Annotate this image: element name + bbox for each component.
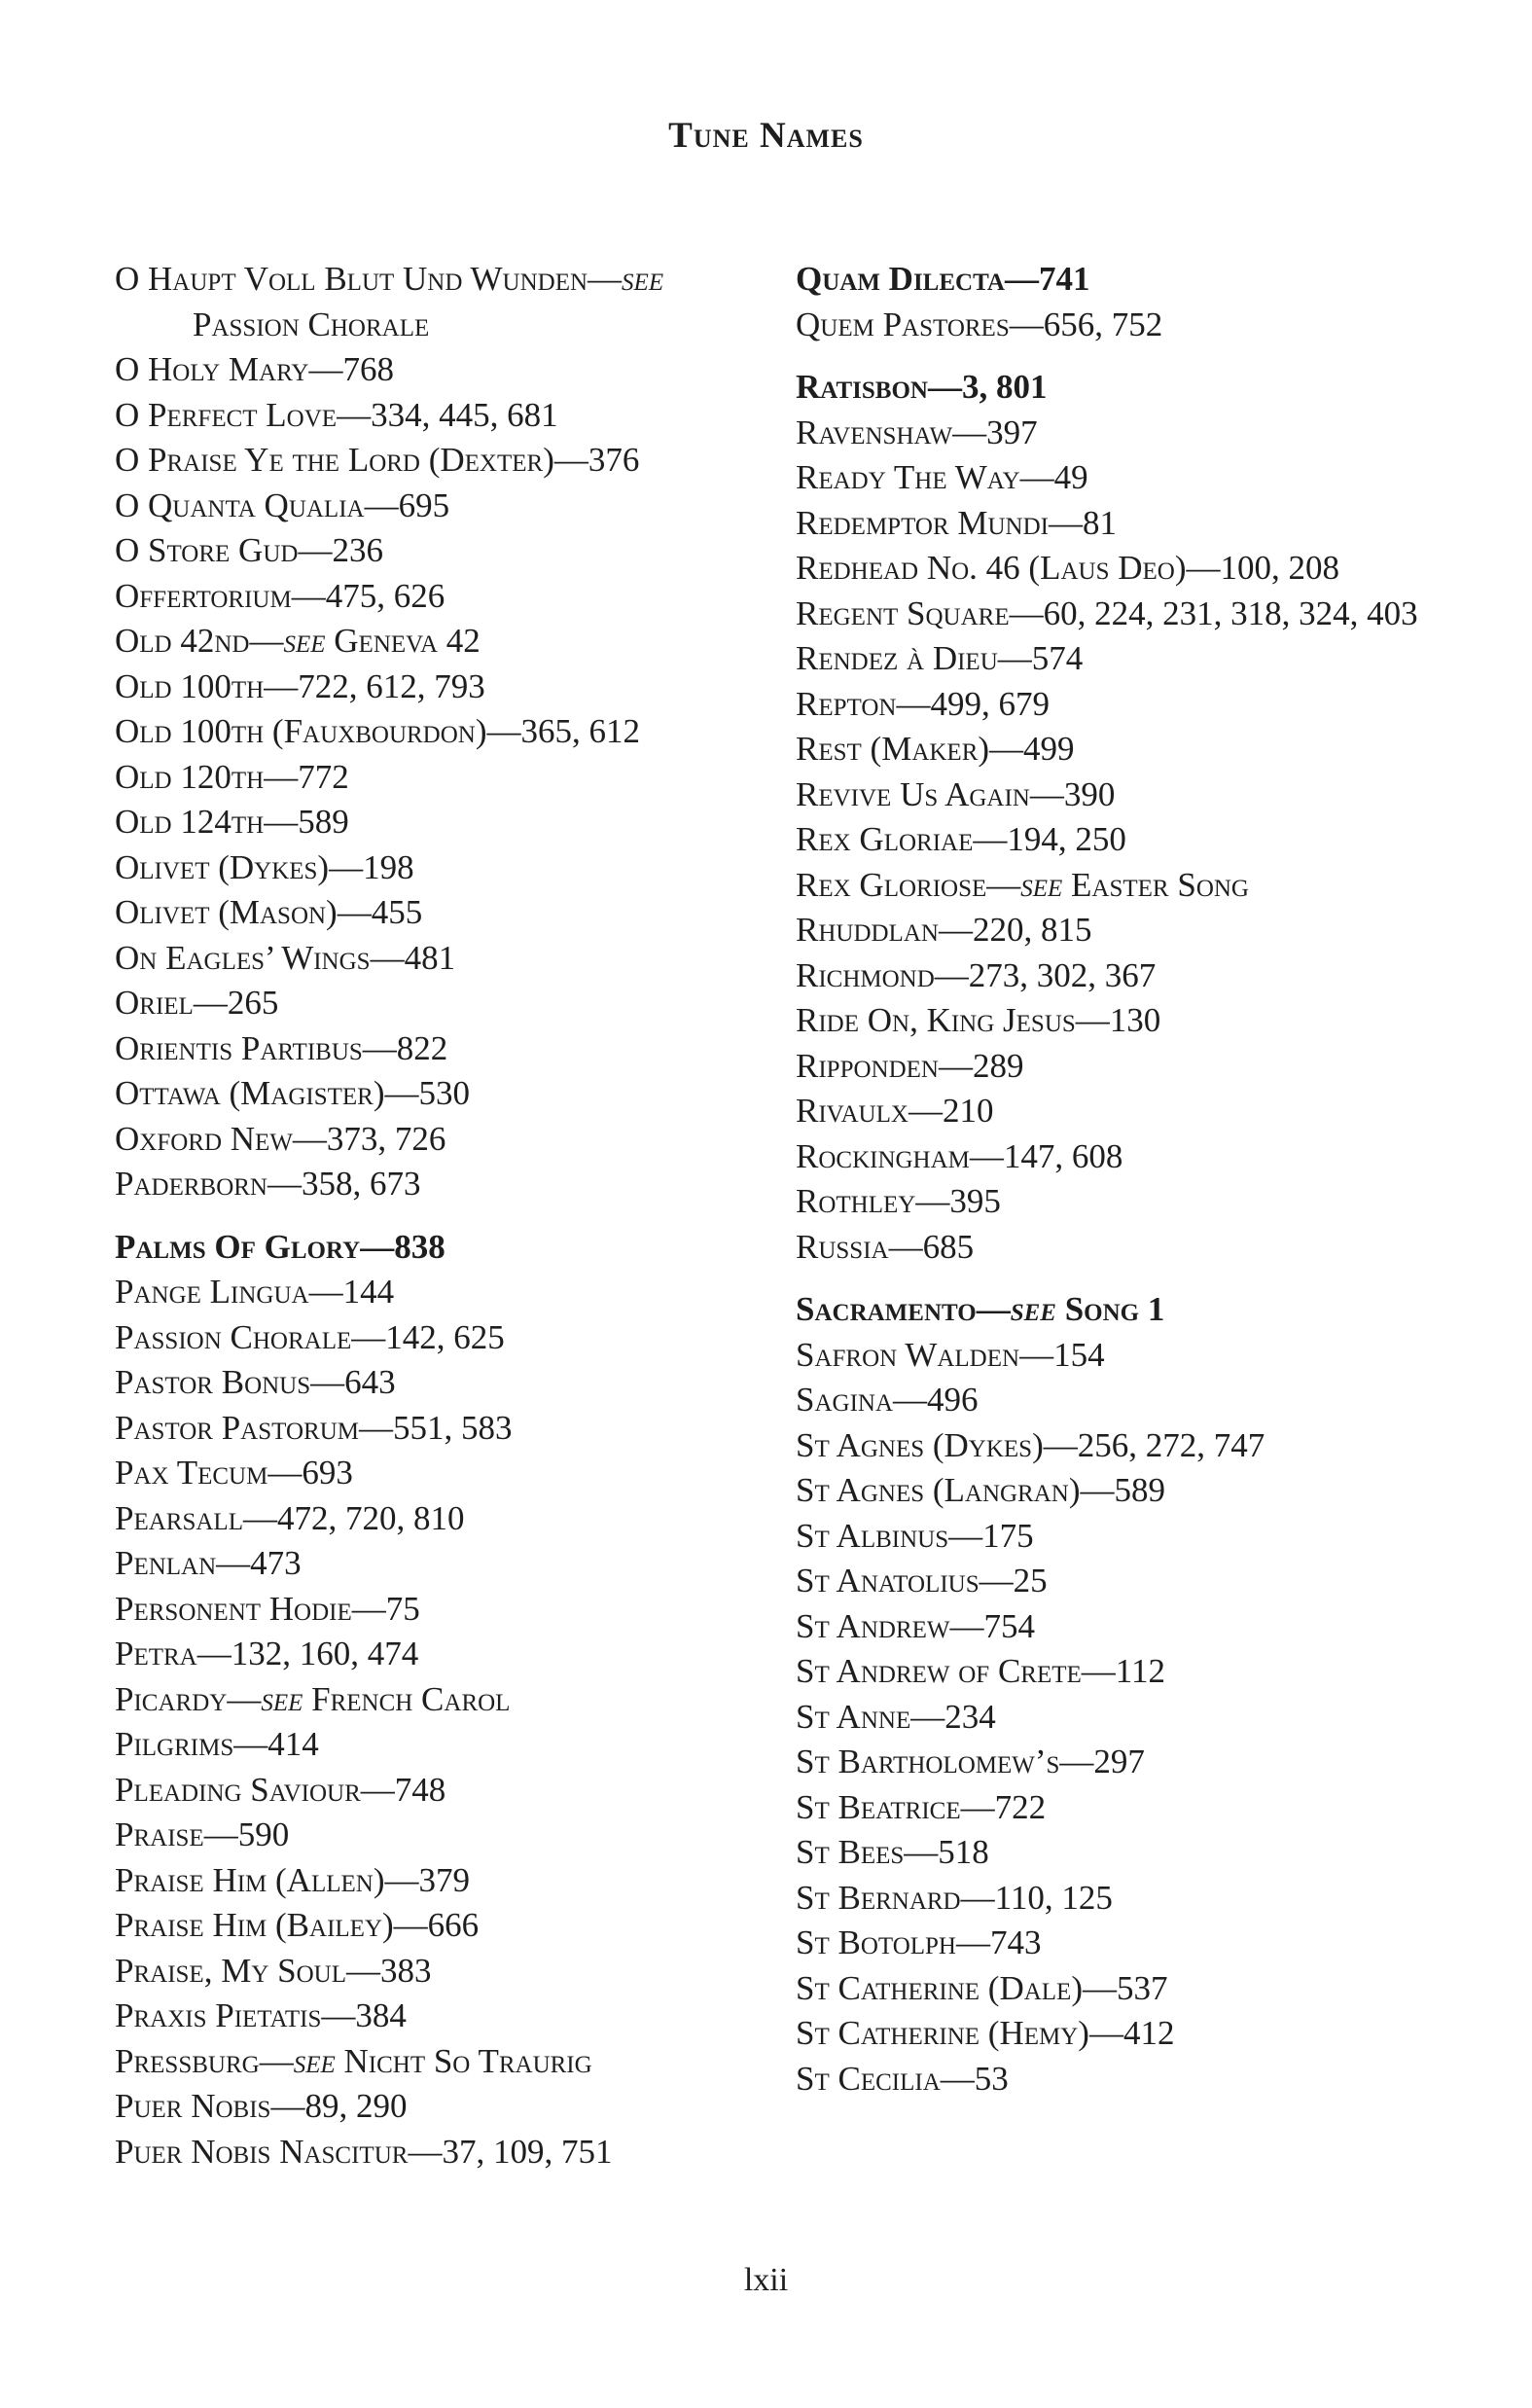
- tune-name: Penlan: [115, 1544, 217, 1582]
- tune-name: Pilgrims: [115, 1725, 234, 1763]
- page-number: lxii: [743, 2262, 789, 2298]
- index-entry: Quem Pastores—656, 752: [796, 305, 1163, 343]
- hymn-numbers: 142, 625: [385, 1317, 505, 1356]
- index-entry: Pastor Bonus—643: [115, 1363, 396, 1401]
- tune-name: Palms Of Glory: [115, 1227, 361, 1266]
- index-entry: Passion Chorale—142, 625: [115, 1317, 505, 1356]
- hymn-numbers: 144: [342, 1273, 395, 1311]
- index-entry: Petra—132, 160, 474: [115, 1635, 419, 1672]
- index-entry: Ready The Way—49: [796, 458, 1088, 496]
- index-entry: O Store Gud—236: [115, 531, 383, 569]
- cross-reference: Geneva 42: [334, 622, 481, 660]
- index-entry: St Agnes (Langran)—589: [796, 1471, 1165, 1509]
- tune-name: Old 100th (Fauxbourdon): [115, 712, 487, 750]
- hymn-numbers: 220, 815: [972, 911, 1092, 949]
- index-entry: Oriel—265: [115, 984, 279, 1022]
- hymn-numbers: 455: [371, 893, 423, 931]
- index-entry: St Andrew—754: [796, 1606, 1035, 1645]
- tune-name: Richmond: [796, 955, 935, 994]
- hymn-numbers: 414: [267, 1725, 319, 1763]
- hymn-numbers: 334, 445, 681: [371, 395, 558, 434]
- index-entry: Pressburg—see Nicht So Traurig: [115, 2041, 592, 2080]
- hymn-numbers: 37, 109, 751: [442, 2132, 613, 2171]
- tune-name: Sacramento: [796, 1290, 977, 1328]
- index-entry: Old 100th—722, 612, 793: [115, 666, 485, 705]
- hymn-numbers: 289: [972, 1046, 1024, 1085]
- index-entry: Oxford New—373, 726: [115, 1119, 446, 1158]
- see-reference-label: see: [1020, 865, 1063, 904]
- tune-name: O Store Gud: [115, 531, 299, 569]
- hymn-numbers: 722: [994, 1787, 1047, 1826]
- tune-name: Revive Us Again: [796, 774, 1030, 813]
- tune-name: Rendez à Dieu: [796, 639, 998, 677]
- hymn-numbers: 741: [1038, 260, 1090, 298]
- tune-name: Ready The Way: [796, 458, 1020, 496]
- index-entry: Rivaulx—210: [796, 1092, 994, 1130]
- tune-name: Passion Chorale: [115, 1317, 352, 1356]
- hymn-numbers: 297: [1093, 1743, 1145, 1780]
- tune-name: Pastor Pastorum: [115, 1408, 359, 1447]
- tune-name: Rex Gloriae: [796, 820, 974, 858]
- tune-name: Old 100th: [115, 666, 265, 705]
- hymn-numbers: 53: [974, 2059, 1009, 2098]
- hymn-numbers: 75: [385, 1589, 420, 1628]
- cross-reference: Easter Song: [1071, 865, 1249, 904]
- hymn-numbers: 100, 208: [1220, 549, 1339, 587]
- tune-name: O Perfect Love: [115, 395, 338, 434]
- tune-name: Praise Him (Bailey): [115, 1906, 394, 1944]
- tune-name: Repton: [796, 684, 897, 723]
- hymn-numbers: 472, 720, 810: [276, 1498, 465, 1537]
- tune-name: Sagina: [796, 1381, 894, 1419]
- tune-name: Pastor Bonus: [115, 1363, 311, 1401]
- index-entry: Pax Tecum—693: [115, 1454, 353, 1492]
- hymn-numbers: 198: [363, 847, 414, 886]
- tune-name: St Catherine (Hemy): [796, 2014, 1089, 2052]
- index-entry: Old 42nd—see Geneva 42: [115, 622, 481, 660]
- index-entry: St Botolph—743: [796, 1923, 1042, 1961]
- tune-name: O Quanta Qualia: [115, 485, 365, 524]
- hymn-numbers: 499: [1023, 730, 1075, 768]
- index-column-left: [115, 257, 776, 2174]
- hymn-numbers: 496: [927, 1381, 979, 1419]
- index-entry: Pearsall—472, 720, 810: [115, 1498, 465, 1537]
- index-entry: Richmond—273, 302, 367: [796, 955, 1157, 994]
- tune-name: St Beatrice: [796, 1787, 961, 1826]
- tune-name: St Anatolius: [796, 1562, 980, 1599]
- index-entry: St Anatolius—25: [796, 1562, 1048, 1599]
- index-entry: St Catherine (Hemy)—412: [796, 2014, 1175, 2052]
- index-entry: Sacramento—see Song 1: [796, 1290, 1165, 1328]
- tune-name: Ravenshaw: [796, 413, 953, 451]
- hymn-numbers: 574: [1031, 639, 1084, 677]
- hymn-numbers: 499, 679: [930, 684, 1050, 723]
- see-reference-label: see: [293, 2041, 336, 2080]
- tune-name: St Cecilia: [796, 2059, 941, 2098]
- index-entry: Old 100th (Fauxbourdon)—365, 612: [115, 712, 640, 750]
- index-entry: Quam Dilecta—741: [796, 260, 1090, 298]
- tune-name: Rex Gloriose: [796, 865, 987, 904]
- see-reference-label: see: [283, 622, 326, 660]
- tune-name: Olivet (Dykes): [115, 847, 330, 886]
- tune-name: St Agnes (Langran): [796, 1471, 1081, 1509]
- hymn-numbers: 234: [944, 1697, 996, 1736]
- tune-name: St Anne: [796, 1697, 911, 1736]
- tune-name: Redhead No. 46 (Laus Deo): [796, 549, 1187, 587]
- hymn-numbers: 130: [1109, 1001, 1161, 1039]
- index-entry: Ottawa (Magister)—530: [115, 1074, 470, 1112]
- hymn-numbers: 772: [298, 757, 349, 796]
- hymn-numbers: 748: [394, 1770, 446, 1809]
- index-entry: Olivet (Mason)—455: [115, 893, 423, 931]
- hymn-numbers: 395: [949, 1182, 1001, 1220]
- index-entry: Penlan—473: [115, 1544, 302, 1582]
- tune-name: Praise, My Soul: [115, 1951, 346, 1990]
- hymn-numbers: 768: [342, 350, 394, 388]
- index-entry: St Andrew of Crete—112: [796, 1652, 1165, 1690]
- tune-name: St Andrew: [796, 1606, 950, 1645]
- index-entry: Praise—590: [115, 1815, 290, 1853]
- tune-name: Ripponden: [796, 1046, 939, 1085]
- hymn-numbers: 358, 673: [301, 1165, 421, 1203]
- tune-name: Pange Lingua: [115, 1273, 309, 1311]
- tune-name: Regent Square: [796, 593, 1010, 632]
- tune-name: Old 124th: [115, 803, 265, 841]
- hymn-numbers: 112: [1115, 1652, 1165, 1690]
- hymn-numbers: 481: [404, 938, 456, 977]
- cross-reference: French Carol: [311, 1679, 511, 1718]
- hymn-numbers: 175: [982, 1516, 1034, 1555]
- tune-name: O Haupt Voll Blut Und Wunden: [115, 260, 588, 298]
- index-entry: Old 120th—772: [115, 757, 349, 796]
- index-entry: St Beatrice—722: [796, 1787, 1047, 1826]
- index-entry: Praise Him (Bailey)—666: [115, 1906, 480, 1944]
- hymn-numbers: 154: [1053, 1335, 1105, 1374]
- tune-name: Pearsall: [115, 1498, 243, 1537]
- index-entry: Pastor Pastorum—551, 583: [115, 1408, 513, 1447]
- hymn-numbers: 147, 608: [1003, 1136, 1123, 1175]
- index-entry: O Perfect Love—334, 445, 681: [115, 395, 558, 434]
- tune-name: Praise: [115, 1815, 204, 1853]
- hymn-numbers: 589: [1114, 1471, 1165, 1509]
- index-entry: O Praise Ye the Lord (Dexter)—376: [115, 441, 640, 479]
- index-entry: Ratisbon—3, 801: [796, 368, 1048, 406]
- index-entry: St Agnes (Dykes)—256, 272, 747: [796, 1425, 1265, 1464]
- tune-name: On Eagles’ Wings: [115, 938, 371, 977]
- index-entry: Offertorium—475, 626: [115, 576, 445, 615]
- hymn-numbers: 379: [418, 1860, 470, 1899]
- tune-name: Old 42nd: [115, 622, 250, 660]
- index-entry: Rhuddlan—220, 815: [796, 911, 1092, 949]
- hymn-numbers: 110, 125: [994, 1878, 1113, 1917]
- index-entry: Ride On, King Jesus—130: [796, 1001, 1161, 1039]
- hymn-numbers: 643: [344, 1363, 396, 1401]
- tune-name: St Bees: [796, 1833, 905, 1871]
- tune-name: Oxford New: [115, 1119, 293, 1158]
- hymn-numbers: 754: [983, 1606, 1035, 1645]
- hymn-numbers: 838: [394, 1227, 445, 1266]
- hymn-numbers: 722, 612, 793: [298, 666, 485, 705]
- index-entry: Redemptor Mundi—81: [796, 503, 1117, 542]
- index-entry: Old 124th—589: [115, 803, 349, 841]
- tune-name: Pleading Saviour: [115, 1770, 361, 1809]
- index-column-right: [796, 257, 1477, 2102]
- hymn-numbers: 25: [1013, 1562, 1048, 1599]
- hymn-numbers: 412: [1122, 2014, 1175, 2052]
- tune-name: Ratisbon: [796, 368, 928, 406]
- hymn-numbers: 475, 626: [325, 576, 445, 615]
- hymn-numbers: 589: [298, 803, 349, 841]
- tune-name: Puer Nobis: [115, 2087, 271, 2125]
- tune-name: Picardy: [115, 1679, 228, 1718]
- index-entry: Rex Gloriae—194, 250: [796, 820, 1126, 858]
- index-entry: Rockingham—147, 608: [796, 1136, 1123, 1175]
- hymn-numbers: 473: [250, 1544, 302, 1582]
- tune-name: Petra: [115, 1635, 197, 1672]
- page-title: Tune Names: [668, 116, 864, 156]
- index-entry: Praxis Pietatis—384: [115, 1996, 407, 2034]
- see-reference-label: see: [261, 1679, 303, 1718]
- hymn-numbers: 685: [922, 1227, 975, 1266]
- cross-reference: Song 1: [1064, 1290, 1165, 1328]
- index-entry: Rendez à Dieu—574: [796, 639, 1084, 677]
- hymn-numbers: 666: [427, 1906, 480, 1944]
- hymn-numbers: 376: [588, 441, 640, 479]
- hymn-numbers: 273, 302, 367: [968, 955, 1157, 994]
- index-entry: St Anne—234: [796, 1697, 996, 1736]
- hymn-numbers: 256, 272, 747: [1077, 1425, 1265, 1464]
- index-entry: Puer Nobis—89, 290: [115, 2087, 408, 2125]
- cross-reference: Nicht So Traurig: [343, 2041, 592, 2080]
- index-entry: St Cecilia—53: [796, 2059, 1009, 2098]
- index-entry: Ravenshaw—397: [796, 413, 1038, 451]
- tune-name: Russia: [796, 1227, 889, 1266]
- index-entry: Pilgrims—414: [115, 1725, 319, 1763]
- index-entry: Paderborn—358, 673: [115, 1165, 421, 1203]
- index-entry: Sagina—496: [796, 1381, 979, 1419]
- tune-name: Quam Dilecta: [796, 260, 1005, 298]
- hymn-numbers: 373, 726: [326, 1119, 446, 1158]
- index-entry: Rothley—395: [796, 1182, 1001, 1220]
- tune-name: Rockingham: [796, 1136, 970, 1175]
- tune-name: Safron Walden: [796, 1335, 1020, 1374]
- tune-name: St Bartholomew’s: [796, 1743, 1060, 1780]
- hymn-numbers: 397: [986, 413, 1038, 451]
- see-reference-label: see: [622, 260, 664, 298]
- hymn-numbers: 695: [398, 485, 450, 524]
- index-entry: St Bees—518: [796, 1833, 989, 1871]
- tune-name: Ride On, King Jesus: [796, 1001, 1076, 1039]
- hymn-numbers: 49: [1053, 458, 1088, 496]
- tune-name: Olivet (Mason): [115, 893, 338, 931]
- index-entry: O Haupt Voll Blut Und Wunden—see Passion Chorale: [115, 260, 664, 343]
- tune-name: Paderborn: [115, 1165, 267, 1203]
- tune-name: St Bernard: [796, 1878, 961, 1917]
- index-entry: Palms Of Glory—838: [115, 1227, 445, 1266]
- tune-name: Puer Nobis Nascitur: [115, 2132, 409, 2171]
- tune-name: Old 120th: [115, 757, 265, 796]
- hymn-numbers: 743: [990, 1923, 1042, 1961]
- index-entry: O Quanta Qualia—695: [115, 485, 450, 524]
- index-entry: Pange Lingua—144: [115, 1273, 395, 1311]
- cross-reference: Passion Chorale: [193, 305, 430, 343]
- index-entry: Regent Square—60, 224, 231, 318, 324, 403: [796, 593, 1418, 632]
- index-entry: Picardy—see French Carol: [115, 1679, 511, 1718]
- tune-name: Rivaulx: [796, 1092, 909, 1130]
- index-entry: Olivet (Dykes)—198: [115, 847, 414, 886]
- index-entry: Revive Us Again—390: [796, 774, 1116, 813]
- index-entry: Repton—499, 679: [796, 684, 1050, 723]
- index-entry: Orientis Partibus—822: [115, 1028, 448, 1067]
- tune-name: Praise Him (Allen): [115, 1860, 385, 1899]
- see-reference-label: see: [1010, 1290, 1056, 1328]
- tune-name: Praxis Pietatis: [115, 1996, 322, 2034]
- tune-name: Rhuddlan: [796, 911, 939, 949]
- tune-name: O Holy Mary: [115, 350, 309, 388]
- index-entry: Praise, My Soul—383: [115, 1951, 432, 1990]
- tune-name: St Albinus: [796, 1516, 949, 1555]
- tune-name: St Andrew of Crete: [796, 1652, 1082, 1690]
- hymn-numbers: 383: [379, 1951, 432, 1990]
- hymn-numbers: 194, 250: [1007, 820, 1126, 858]
- hymn-numbers: 365, 612: [520, 712, 640, 750]
- hymn-numbers: 236: [332, 531, 383, 569]
- tune-name: Quem Pastores: [796, 305, 1010, 343]
- tune-name: Rothley: [796, 1182, 916, 1220]
- tune-name: Personent Hodie: [115, 1589, 352, 1628]
- hymn-numbers: 384: [355, 1996, 407, 2034]
- tune-name: Pax Tecum: [115, 1454, 268, 1492]
- index-entry: Rest (Maker)—499: [796, 730, 1075, 768]
- hymn-numbers: 81: [1082, 503, 1117, 542]
- hymn-numbers: 132, 160, 474: [231, 1635, 419, 1672]
- hymn-numbers: 551, 583: [392, 1408, 513, 1447]
- hymn-numbers: 89, 290: [304, 2087, 408, 2125]
- tune-name: St Agnes (Dykes): [796, 1425, 1044, 1464]
- index-entry: Ripponden—289: [796, 1046, 1024, 1085]
- hymn-numbers: 3, 801: [961, 368, 1048, 406]
- hymn-numbers: 656, 752: [1043, 305, 1163, 343]
- tune-name: Offertorium: [115, 576, 292, 615]
- tune-name: Orientis Partibus: [115, 1028, 363, 1067]
- hymn-numbers: 390: [1063, 774, 1116, 813]
- hymn-numbers: 530: [418, 1074, 470, 1112]
- tune-name: St Catherine (Dale): [796, 1968, 1083, 2007]
- tune-name: O Praise Ye the Lord (Dexter): [115, 441, 554, 479]
- hymn-numbers: 210: [942, 1092, 994, 1130]
- tune-name: Rest (Maker): [796, 730, 990, 768]
- hymn-numbers: 590: [237, 1815, 290, 1853]
- index-entry: Safron Walden—154: [796, 1335, 1105, 1374]
- index-entry: Praise Him (Allen)—379: [115, 1860, 470, 1899]
- index-entry: Puer Nobis Nascitur—37, 109, 751: [115, 2132, 613, 2171]
- index-entry: Redhead No. 46 (Laus Deo)—100, 208: [796, 549, 1339, 587]
- index-entry: Personent Hodie—75: [115, 1589, 420, 1628]
- index-entry: On Eagles’ Wings—481: [115, 938, 456, 977]
- hymn-numbers: 822: [396, 1028, 448, 1067]
- hymn-numbers: 265: [227, 984, 279, 1022]
- index-entry: St Bernard—110, 125: [796, 1878, 1113, 1917]
- index-entry: Russia—685: [796, 1227, 975, 1266]
- index-entry: O Holy Mary—768: [115, 350, 394, 388]
- index-entry: St Catherine (Dale)—537: [796, 1968, 1168, 2007]
- index-entry: Pleading Saviour—748: [115, 1770, 446, 1809]
- index-entry: St Albinus—175: [796, 1516, 1034, 1555]
- tune-name: Pressburg: [115, 2041, 260, 2080]
- hymn-numbers: 60, 224, 231, 318, 324, 403: [1043, 593, 1418, 632]
- tune-name: Redemptor Mundi: [796, 503, 1049, 542]
- index-entry: St Bartholomew’s—297: [796, 1743, 1145, 1780]
- index-entry: Rex Gloriose—see Easter Song: [796, 865, 1249, 904]
- hymn-numbers: 518: [938, 1833, 989, 1871]
- tune-name: Oriel: [115, 984, 194, 1022]
- tune-name: Ottawa (Magister): [115, 1074, 385, 1112]
- hymn-numbers: 537: [1116, 1968, 1168, 2007]
- hymn-numbers: 693: [302, 1454, 353, 1492]
- tune-name: St Botolph: [796, 1923, 956, 1961]
